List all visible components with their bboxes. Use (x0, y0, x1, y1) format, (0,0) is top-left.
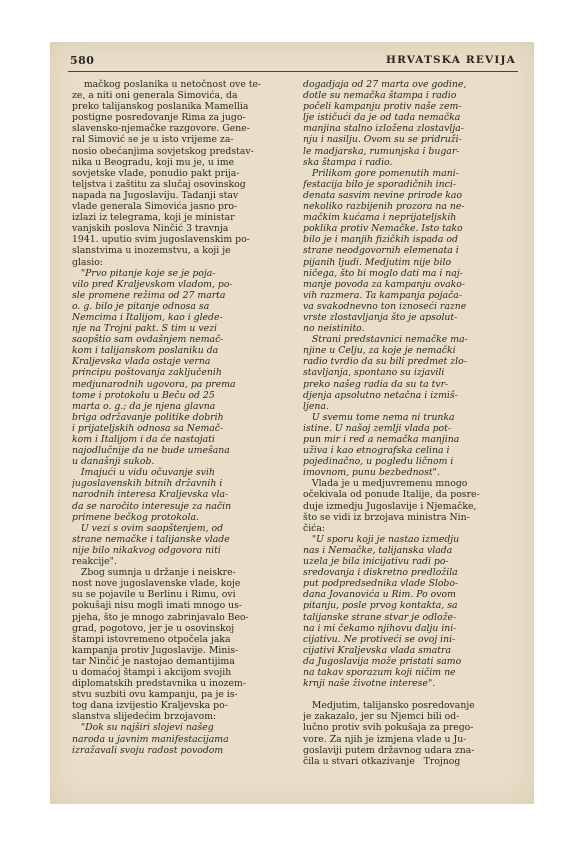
text-line (303, 689, 511, 700)
text-line: pun mir i red a nemačka manjina (303, 434, 460, 445)
text-line: U vezi s ovim saopštenjem, od (72, 522, 224, 534)
text-line: nika u Beogradu, koji mu je, u ime (72, 156, 235, 168)
text-line: sredovanja i diskretno predložila (303, 567, 458, 579)
text-line: izlazi iz telegrama, koji je ministar (72, 212, 235, 224)
text-line: njine u Celju, za koje je nemački (303, 345, 456, 357)
text-line: "U sporu koji je nastao izmedju (303, 533, 460, 545)
text-line: vore. Za njih je izmjena vlade u Ju- (303, 733, 467, 745)
text-line: je zakazalo, jer su Njemci bili od- (303, 711, 460, 723)
text-line: ska štampa i radio. (303, 156, 393, 168)
text-line: Nemcima i Italijom, kao i glede- (72, 311, 223, 323)
right-text-column (303, 79, 511, 767)
text-line: pijanih ljudi. Medjutim nije bilo (303, 256, 452, 268)
text-line: Medjutim, talijansko posredovanje (303, 700, 475, 712)
text-line: medjunarodnih ugovora, pa prema (72, 378, 236, 390)
text-line: pokušaji nisu mogli imati mnogo us- (72, 600, 243, 612)
text-line: vilo pred Kraljevskom vladom, po- (72, 278, 233, 290)
text-line: čila u stvari otkazivanje Trojnog (303, 755, 461, 767)
text-line: da Jugoslavija može pristati samo (303, 655, 462, 667)
text-line: imovnom, punu bezbednost". (303, 467, 440, 479)
text-line: najodlučnije da ne bude umešana (72, 445, 230, 457)
text-line: 1941. uputio svim jugoslavenskim po- (72, 234, 250, 246)
left-text-column (72, 79, 280, 756)
header-rule (68, 71, 518, 72)
text-line: dotle su nemačka štampa i radio (303, 90, 457, 102)
text-line: va svakodnevno ton iznoseći razne (303, 300, 467, 312)
running-header-title: HRVATSKA REVIJA (386, 54, 516, 66)
text-line: štampi istovremeno otpočela jaka (72, 633, 231, 645)
text-line: vih razmera. Ta kampanja pojača- (303, 289, 462, 301)
text-line: stvu suzbiti ovu kampanju, pa je is- (72, 689, 238, 701)
text-line: talijanske strane stvar je odlože- (303, 611, 457, 623)
text-line: goslaviji putem državnog udara zna- (303, 744, 475, 756)
text-line: manje povoda za kampanju ovako- (303, 278, 465, 290)
text-line: pitanju, posle prvog kontakta, sa (303, 600, 458, 612)
text-line: cijativi Kraljevska vlada smatra (303, 644, 452, 656)
text-line: nekoliko razbijenih prozora na ne- (303, 201, 465, 213)
text-line: izražavali svoju radost povodom (72, 744, 224, 756)
text-line: jugoslavenskih bitnih državnih i (72, 478, 223, 490)
text-line: teljstva i zaštitu za slučaj osovinskog (72, 178, 246, 190)
text-line: o. g. bilo je pitanje odnosa sa (72, 300, 210, 312)
text-line: mačkog poslanika u netočnost ove te- (72, 79, 262, 90)
text-line: kom i Italijom i da će nastojati (72, 434, 215, 445)
text-line: slanstvima u inozemstvu, a koji je (72, 245, 231, 257)
text-line: saopštio sam ovdašnjem nemač- (72, 334, 224, 346)
text-line: put podpredsednika vlade Slobo- (303, 578, 459, 590)
text-line: na i mi čekamo njihovu dalju ini- (303, 622, 457, 634)
page-number: 580 (70, 54, 95, 67)
text-line: tome i protokolu u Beču od 25 (72, 389, 215, 401)
text-line: nje na Trojni pakt. S tim u vezi (72, 323, 218, 335)
text-line: dana Jovanovića u Rim. Po ovom (303, 589, 456, 601)
text-line: reakcije". (72, 556, 117, 568)
text-line: primene bečkog protokola. (72, 511, 199, 523)
text-line: cijativu. Ne protiveći se ovoj ini- (303, 633, 456, 645)
text-line: nije bilo nikakvog odgovora niti (72, 544, 221, 556)
text-line: u današnji sukob. (72, 456, 155, 468)
text-line: nas i Nemačke, talijanska vlada (303, 544, 453, 556)
text-line: strane nemačke i talijanske vlade (72, 533, 230, 545)
text-line: Prilikom gore pomenutih mani- (303, 167, 459, 179)
text-line: denata sasvim nevine prirode kao (303, 189, 463, 201)
text-line: nosio obećanjima sovjetskog predstav- (72, 145, 254, 157)
text-line: pjeha, što je mnogo zabrinjavalo Beo- (72, 611, 249, 623)
text-line: narodnih interesa Kraljevska vla- (72, 489, 229, 501)
book-page (50, 42, 534, 804)
text-line: U svemu tome nema ni trunka (303, 411, 455, 423)
text-line: krnji naše životne interese". (303, 678, 436, 690)
text-line: ljena. (303, 400, 329, 412)
text-line: slavensko-njemačke razgovore. Gene- (72, 123, 250, 135)
text-line: nost nove jugoslavenske vlade, koje (72, 578, 241, 590)
text-line: napada na Jugoslaviju. Tadanji stav (72, 189, 239, 201)
text-line: istine. U našoj zemlji vlada pot- (303, 422, 452, 434)
text-line: nju i nasilju. Ovom su se pridruži- (303, 134, 462, 146)
text-line: čića: (303, 522, 326, 534)
text-line: su se pojavile u Berlinu i Rimu, ovi (72, 589, 236, 601)
text-line: uživa i kao etnografska celina i (303, 445, 450, 457)
text-line: pojedinačno, u pogledu ličnom i (303, 456, 454, 468)
text-line: naroda u javnim manifestacijama (72, 733, 229, 745)
text-line: diplomatskih predstavnika u inozem- (72, 678, 246, 690)
text-line: da se naročito interesuje za način (72, 500, 232, 512)
text-line: na takav sporazum koji ničim ne (303, 666, 456, 678)
text-line: tar Ninčić je nastojao demantijima (72, 655, 235, 667)
text-line: "Prvo pitanje koje se je poja- (72, 267, 216, 279)
text-line: postigne posredovanje Rima za jugo- (72, 112, 246, 124)
text-line: poklika protiv Nemačke. Isto tako (303, 223, 463, 235)
text-line: ničega, što bi moglo dati ma i naj- (303, 267, 463, 279)
text-line: uzela je bila inicijativu radi po- (303, 556, 449, 568)
text-line: preko talijanskog poslanika Mamellia (72, 101, 249, 113)
text-line: glasio: (72, 256, 103, 268)
text-line: vlade generala Simovića jasno pro- (72, 201, 238, 213)
text-line: stavljanja, spontano su izjavili (303, 367, 445, 379)
text-line: principu poštovanja zaključenih (72, 367, 222, 379)
text-line: no neistinito. (303, 323, 365, 335)
text-line: djenja apsolutno netačna i izmiš- (303, 389, 458, 401)
text-line: Kraljevska vlada ostaje verna (72, 356, 211, 368)
text-line: manjina stalno izložena zlostavlja- (303, 123, 464, 135)
text-line: Vlada je u medjuvremenu mnogo (303, 478, 468, 490)
text-line: vanjskih poslova Ninčić 3 travnja (72, 223, 229, 235)
text-line: vrste zlostavljanja što je apsolut- (303, 311, 458, 323)
text-line: radio tvrdio da su bili predmet zlo- (303, 356, 467, 368)
text-line: slanstva slijedećim brzojavom: (72, 711, 217, 723)
text-line: dogadjaja od 27 marta ove godine, (303, 79, 467, 90)
text-line: marta o. g.; da je njena glavna (72, 400, 216, 412)
text-line: le madjarska, rumunjska i bugar- (303, 145, 460, 157)
text-line: preko našeg radia da su ta tvr- (303, 378, 449, 390)
text-line: ral Simović se je u isto vrijeme za- (72, 134, 234, 146)
text-line: ze, a niti oni generala Simovića, da (72, 90, 238, 102)
text-line: lje ističući da je od tada nemačka (303, 112, 461, 124)
text-line: bilo je i manjih fizičkih ispada od (303, 234, 458, 246)
text-line: grad, pogotovo, jer je u osovinskoj (72, 622, 235, 634)
text-line: strane neodgovornih elemenata i (303, 245, 459, 257)
text-line: kom i talijanskom poslaniku da (72, 345, 219, 357)
text-line: sle promene režima od 27 marta (72, 289, 226, 301)
text-line: tog dana izvijestio Kraljevska po- (72, 700, 228, 712)
text-line: mačkim kućama i neprijateljskih (303, 212, 457, 224)
text-line: Strani predstavnici nemačke ma- (303, 334, 468, 346)
text-line: očekivala od ponude Italije, da posre- (303, 489, 480, 501)
text-line: kampanja protiv Jugoslavije. Minis- (72, 644, 239, 656)
text-line: lučno protiv svih pokušaja za prego- (303, 722, 474, 734)
text-line: duje izmedju Jugoslavije i Njemačke, (303, 500, 477, 512)
text-line: počeli kampanju protiv naše zem- (303, 101, 462, 113)
text-line: Zbog sumnja u držanje i neiskre- (72, 567, 236, 579)
text-line: briga održavanje politike dobrih (72, 411, 224, 423)
text-line: sovjetske vlade, ponudio pakt prija- (72, 167, 240, 179)
text-line: i prijateljskih odnosa sa Nemač- (72, 422, 224, 434)
text-line: "Dok su najširi slojevi našeg (72, 722, 214, 734)
text-line: Imajući u vidu očuvanje svih (72, 467, 215, 479)
text-line: što se vidi iz brzojava ministra Nin- (303, 511, 470, 523)
text-line: festacija bilo je sporadičnih inci- (303, 178, 456, 190)
text-line: u domaćoj štampi i akcijom svojih (72, 666, 232, 678)
